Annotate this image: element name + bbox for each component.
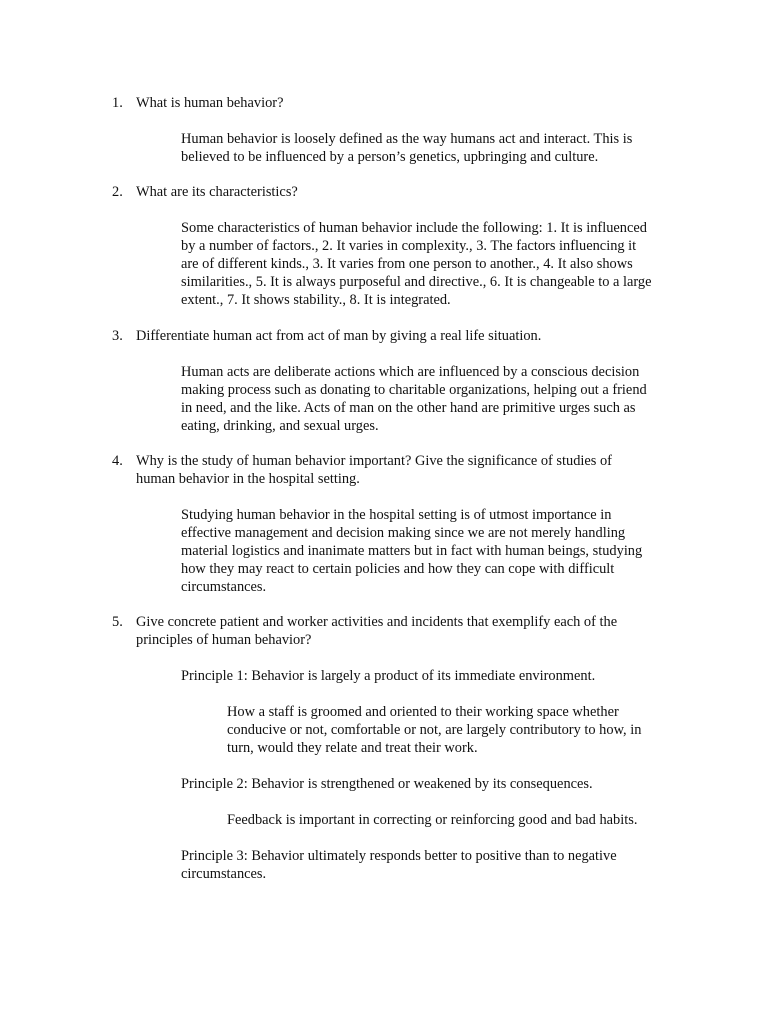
answer-line: extent., 7. It shows stability., 8. It is integrated. <box>181 292 451 308</box>
question-text: Give concrete patient and worker activities and incidents that exemplify each of the <box>136 614 618 630</box>
question-number: 4. <box>112 453 123 469</box>
principle-text: Principle 2: Behavior is strengthened or weakened by its consequences. <box>181 776 593 792</box>
answer-line: eating, drinking, and sexual urges. <box>181 418 379 434</box>
principle-text: Principle 1: Behavior is largely a product of its immediate environment. <box>181 668 596 684</box>
principle-3 <box>181 847 661 883</box>
answer-line: in need, and the like. Acts of man on the other hand are primitive urges such as <box>181 400 636 416</box>
principle-1 <box>181 667 661 685</box>
answer-line: Human behavior is loosely defined as the way humans act and interact. This is <box>181 131 633 147</box>
question-text: human behavior in the hospital setting. <box>136 471 360 487</box>
answer-line: Human acts are deliberate actions which are influenced by a conscious decision <box>181 364 640 380</box>
question-text: What are its characteristics? <box>136 184 298 200</box>
answer-line: similarities., 5. It is always purposeful and directive., 6. It is changeable to a large <box>181 274 652 290</box>
question-3 <box>112 327 652 345</box>
answer-4 <box>181 506 681 596</box>
principle-text: Principle 3: Behavior ultimately responds better to positive than to negative <box>181 848 617 864</box>
answer-line: effective management and decision making since we are not merely handling <box>181 525 626 541</box>
answer-line: how they may react to certain policies and how they can cope with difficult <box>181 561 615 577</box>
question-2 <box>112 183 652 201</box>
answer-line: How a staff is groomed and oriented to their working space whether <box>227 704 619 720</box>
question-5 <box>112 613 652 649</box>
question-number: 2. <box>112 184 123 200</box>
question-text: What is human behavior? <box>136 95 284 111</box>
question-4 <box>112 452 652 488</box>
question-text: Differentiate human act from act of man by giving a real life situation. <box>136 328 542 344</box>
answer-line: by a number of factors., 2. It varies in complexity., 3. The factors influencing it <box>181 238 637 254</box>
question-number: 1. <box>112 95 123 111</box>
answer-line: Studying human behavior in the hospital setting is of utmost importance in <box>181 507 612 523</box>
question-number: 5. <box>112 614 123 630</box>
answer-2 <box>181 219 681 309</box>
answer-line: conducive or not, comfortable or not, are largely contributory to how, in <box>227 722 642 738</box>
answer-line: Some characteristics of human behavior include the following: 1. It is influenced <box>181 220 647 236</box>
question-text: Why is the study of human behavior important? Give the significance of studies of <box>136 453 612 469</box>
principle-1-answer <box>227 703 667 757</box>
answer-line: making process such as donating to charitable organizations, helping out a friend <box>181 382 647 398</box>
answer-line: are of different kinds., 3. It varies from one person to another., 4. It also shows <box>181 256 633 272</box>
answer-1 <box>181 130 681 166</box>
answer-line: believed to be influenced by a person’s genetics, upbringing and culture. <box>181 149 599 165</box>
answer-line: circumstances. <box>181 579 267 595</box>
question-1 <box>112 94 652 112</box>
principle-2 <box>181 775 661 793</box>
principle-2-answer <box>227 811 667 829</box>
question-text: principles of human behavior? <box>136 632 312 648</box>
answer-3 <box>181 363 681 435</box>
answer-line: turn, would they relate and treat their work. <box>227 740 478 756</box>
principle-text: circumstances. <box>181 866 267 882</box>
answer-line: material logistics and inanimate matters but in fact with human beings, studying <box>181 543 643 559</box>
answer-line: Feedback is important in correcting or reinforcing good and bad habits. <box>227 812 638 828</box>
question-number: 3. <box>112 328 123 344</box>
